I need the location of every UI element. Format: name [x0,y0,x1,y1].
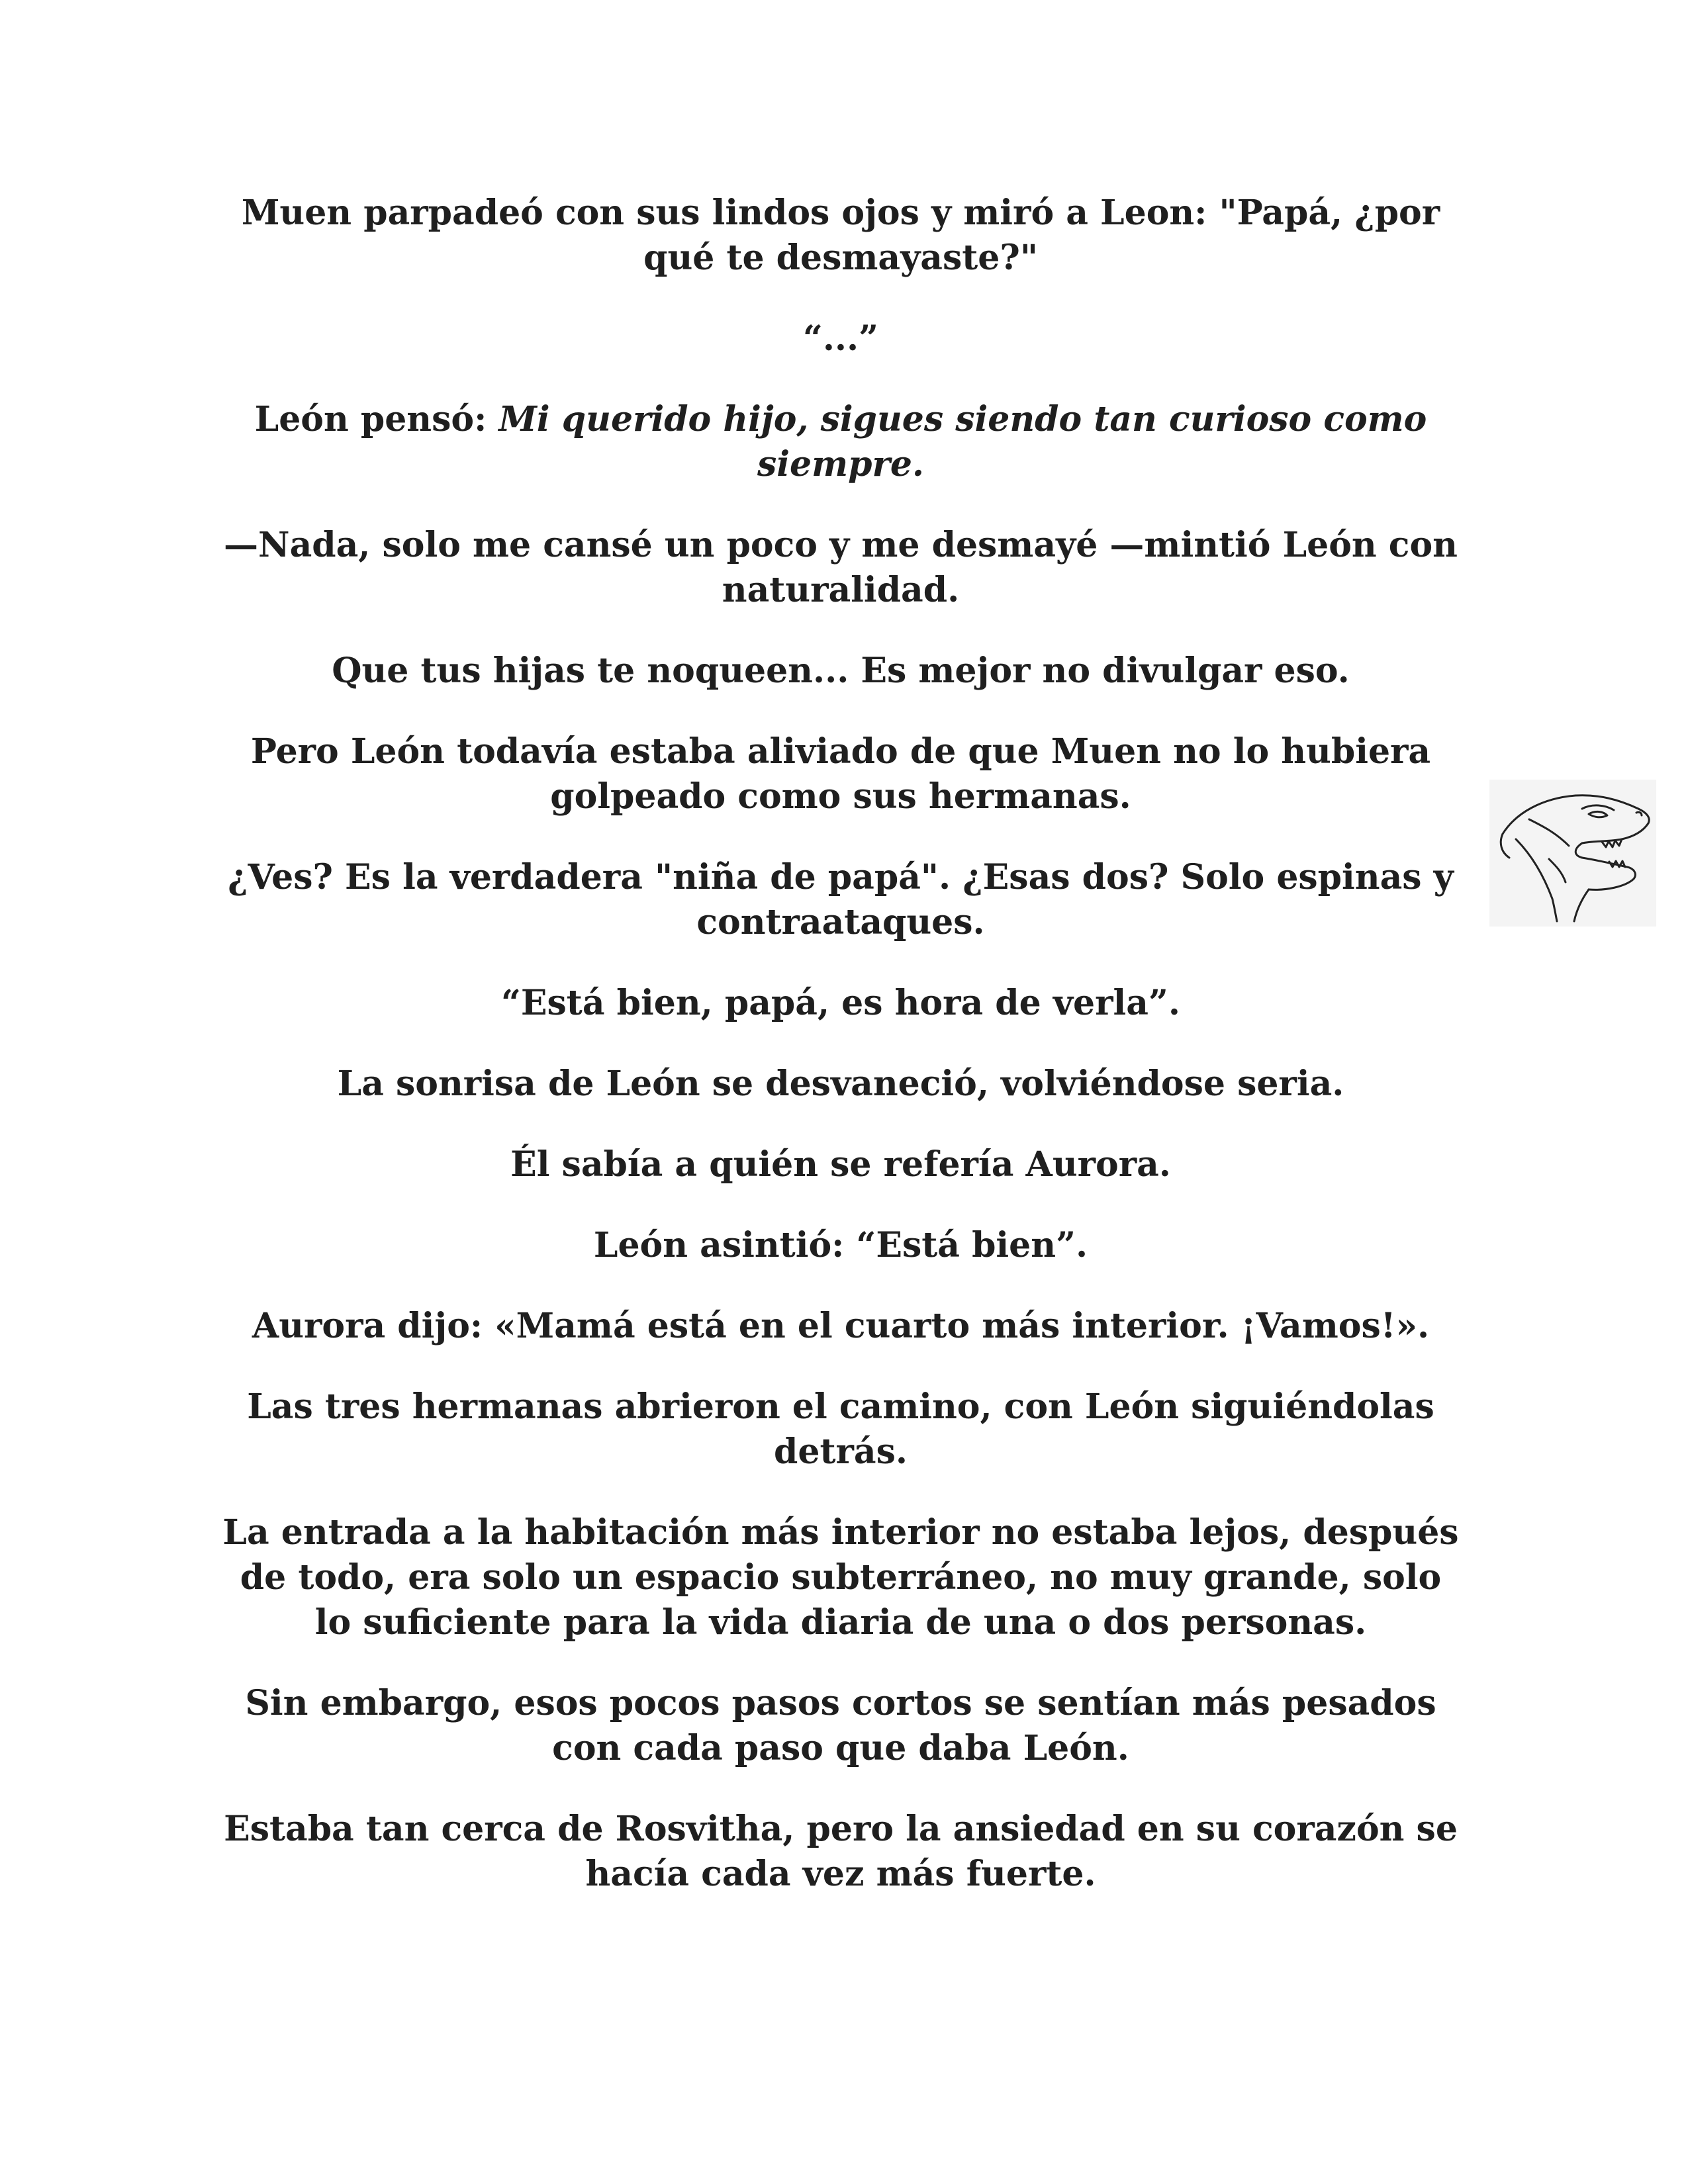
paragraph: Que tus hijas te noqueen... Es mejor no divulgar eso. [332,651,1350,691]
paragraph: —Nada, solo me cansé un poco y me desmayé —mintió León con naturalidad. [224,525,1458,610]
paragraph: Muen parpadeó con sus lindos ojos y miró a Leon: "Papá, ¿por qué te desmayaste?" [241,193,1440,278]
paragraph: La sonrisa de León se desvaneció, volviéndose seria. [337,1064,1344,1104]
paragraph: Sin embargo, esos pocos pasos cortos se sentían más pesados con cada paso que daba León. [245,1683,1436,1768]
paragraph: Pero León todavía estaba aliviado de que Muen no lo hubiera golpeado como sus hermanas. [250,731,1431,817]
paragraph-italic-thought: Mi querido hijo, sigues siendo tan curioso como siempre. [498,399,1427,484]
paragraph [218,397,1463,487]
dinosaur-head-icon [1489,780,1656,927]
paragraph: ¿Ves? Es la verdadera "niña de papá". ¿Esas dos? Solo espinas y contraataques. [228,857,1454,942]
paragraph: La entrada a la habitación más interior no estaba lejos, después de todo, era solo un espacio subterráneo, no muy grande, solo lo suficiente para la vida diaria de una o dos personas. [222,1512,1459,1643]
paragraph: Estaba tan cerca de Rosvitha, pero la ansiedad en su corazón se hacía cada vez más fuerte. [224,1809,1458,1894]
paragraph: Él sabía a quién se refería Aurora. [510,1144,1171,1185]
document-body [218,191,1463,1933]
paragraph-prefix: León pensó: [254,399,499,439]
paragraph: “Está bien, papá, es hora de verla”. [500,983,1180,1023]
paragraph: “...” [802,318,879,359]
paragraph: Aurora dijo: «Mamá está en el cuarto más interior. ¡Vamos!». [252,1306,1430,1346]
paragraph: Las tres hermanas abrieron el camino, con León siguiéndolas detrás. [247,1387,1434,1472]
paragraph: León asintió: “Está bien”. [593,1225,1088,1265]
